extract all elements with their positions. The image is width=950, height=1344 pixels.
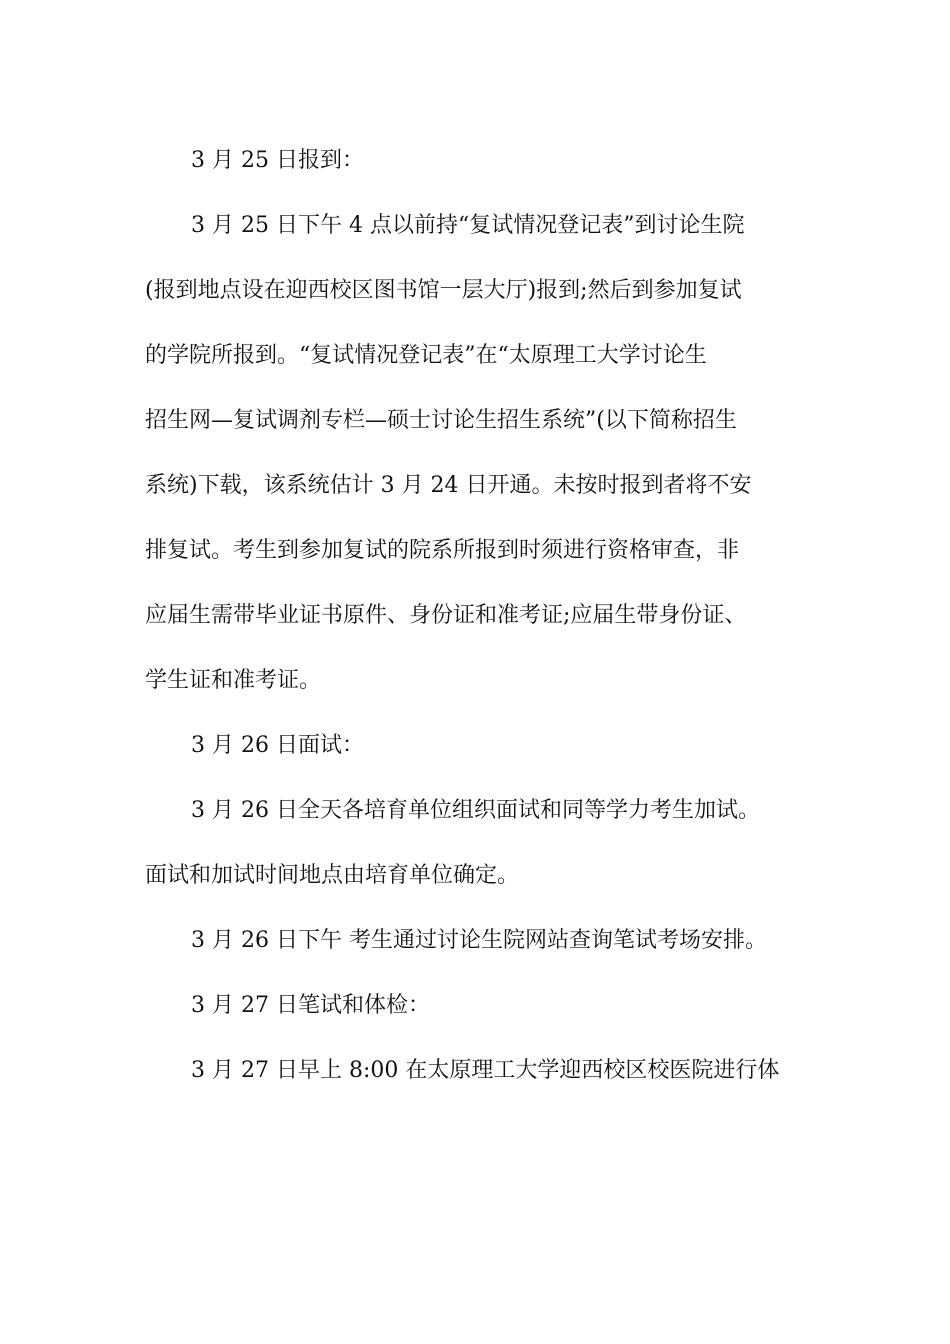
paragraph-interview-details: [145, 778, 808, 908]
paragraph-registration-details: [145, 193, 808, 713]
text-line: 3 月 25 日报到：: [191, 148, 364, 173]
text-line: 面试和加试时间地点由培育单位确定。: [145, 863, 520, 888]
paragraph-registration-heading: [145, 128, 808, 193]
text-line: 排复试。考生到参加复试的院系所报到时须进行资格审查，非: [145, 538, 740, 563]
text-line: 应届生需带毕业证书原件、身份证和准考证;应届生带身份证、: [145, 603, 747, 628]
text-line: 3 月 26 日面试：: [191, 733, 364, 758]
paragraph-written-exam-heading: [145, 973, 808, 1038]
text-line: 学生证和准考证。: [145, 668, 322, 693]
text-line: 系统)下载，该系统估计 3 月 24 日开通。未按时报到者将不安: [145, 473, 752, 498]
document-body: [145, 128, 808, 1103]
text-line: (报到地点设在迎西校区图书馆一层大厅)报到;然后到参加复试: [145, 278, 742, 303]
text-line: 招生网—复试调剂专栏—硕士讨论生招生系统”(以下简称招生: [145, 408, 737, 433]
text-line: 3 月 25 日下午 4 点以前持“复试情况登记表”到讨论生院: [191, 213, 745, 238]
paragraph-medical-exam-details: [145, 1038, 808, 1103]
paragraph-exam-room-notice: [145, 908, 808, 973]
paragraph-interview-heading: [145, 713, 808, 778]
text-line: 3 月 26 日下午 考生通过讨论生院网站查询笔试考场安排。: [191, 928, 767, 953]
text-line: 的学院所报到。“复试情况登记表”在“太原理工大学讨论生: [145, 343, 707, 368]
text-line: 3 月 26 日全天各培育单位组织面试和同等学力考生加试。: [191, 798, 760, 823]
text-line: 3 月 27 日笔试和体检：: [191, 993, 430, 1018]
text-line: 3 月 27 日早上 8:00 在太原理工大学迎西校区校医院进行体: [191, 1058, 780, 1083]
